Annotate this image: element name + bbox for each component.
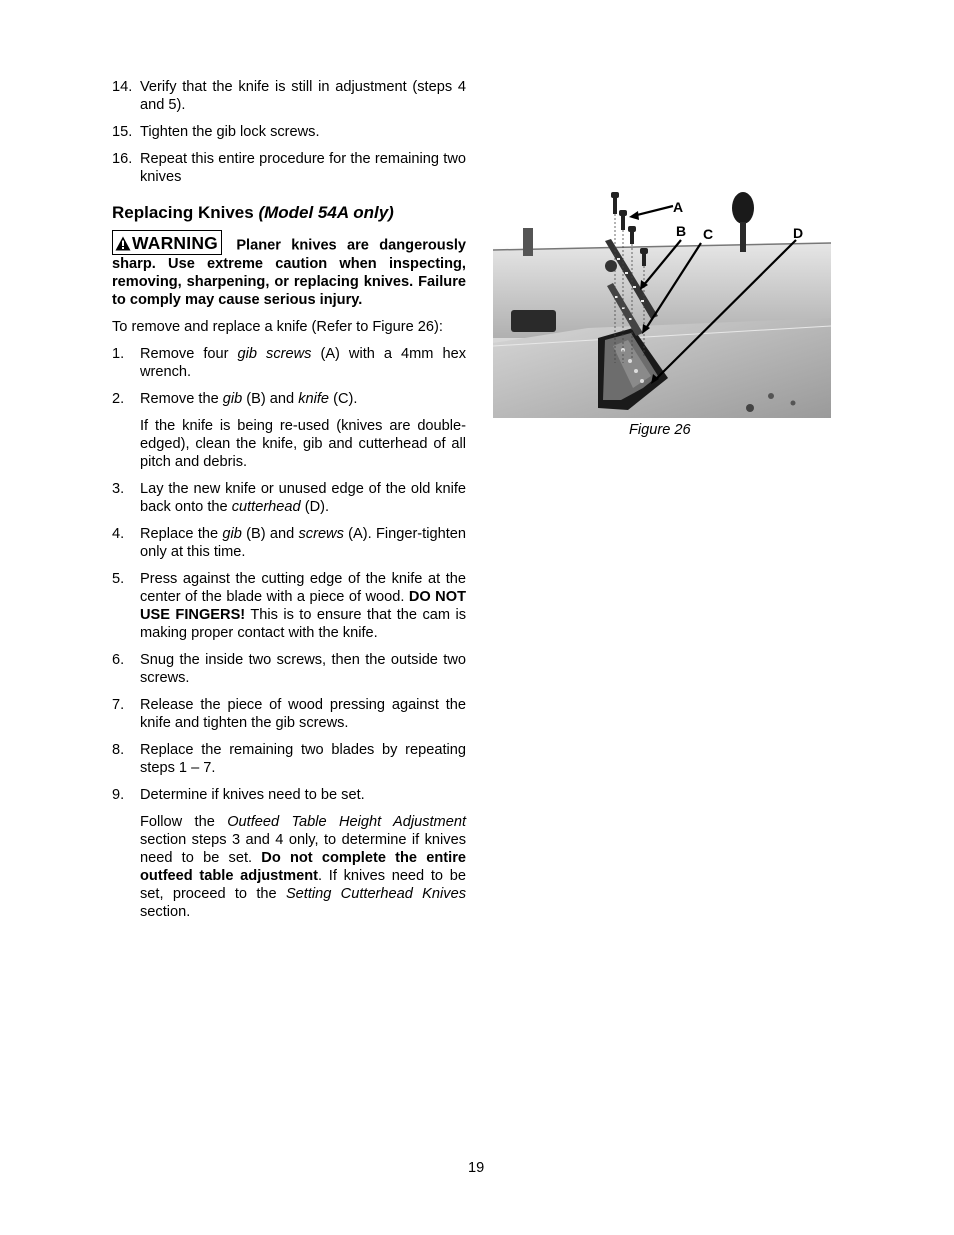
page-number: 19 [468,1160,485,1176]
step-text: Release the piece of wood pressing against the knife and tighten the gib screws. [140,697,466,731]
step-text: Replace the remaining two blades by repeating steps 1 – 7. [140,742,466,776]
step-2-note: If the knife is being re-used (knives are double-edged), clean the knife, gib and cutterhead of all pitch and debris. [140,418,466,470]
note-text: . If knives need to be set, proceed to the [140,868,466,902]
label-d: D [793,225,804,241]
step-1 [112,345,466,381]
section-heading [112,202,466,224]
step-number: 7. [112,697,125,713]
step-term: cutterhead [231,499,301,515]
fence-post [523,228,533,256]
step-text: Verify that the knife is still in adjustment (steps 4 and 5). [140,79,466,113]
step-number: 16. [112,151,133,167]
step-text: (D). [300,499,330,515]
step-text: Snug the inside two screws, then the outside two screws. [140,652,466,686]
step-number: 14. [112,79,133,95]
figure-26-photo [493,188,831,418]
step-14 [112,78,466,114]
step-text: (C). [329,391,358,407]
step-text: (B) and [242,391,299,407]
step-5 [112,570,466,642]
warning-badge-label: WARNING [132,233,218,253]
label-a: A [673,199,684,215]
note-emphasis: Do not complete the entire outfeed table adjustment [140,850,466,884]
step-number: 2. [112,391,125,407]
step-number: 15. [112,124,133,140]
step-emphasis: DO NOT USE FINGERS! [140,589,466,623]
step-term: screws [298,526,344,542]
note-text: section. [140,904,191,920]
step-text: (A) with a 4mm hex wrench. [140,346,466,380]
step-text: (B) and [241,526,299,542]
warning-badge [112,230,222,255]
note-text: section steps 3 and 4 only, to determine if knives need to be set. [140,832,466,866]
step-16 [112,150,466,186]
step-term: gib [222,526,242,542]
step-9 [112,786,466,804]
step-number: 1. [112,346,125,362]
step-8 [112,741,466,777]
note-text: Follow the [140,814,228,830]
step-text: Tighten the gib lock screws. [140,124,320,140]
step-text: Remove four [140,346,238,362]
step-3 [112,480,466,516]
step-9-note [140,813,466,921]
left-column [112,78,466,930]
heading-model: (Model 54A only) [258,203,394,222]
note-reference: Outfeed Table Height Adjustment [227,814,466,830]
heading-main: Replacing Knives [112,203,259,222]
fence-knob [605,260,617,272]
step-term: knife [298,391,330,407]
step-term: gib [222,391,243,407]
step-term: gib screws [237,346,312,362]
note-reference: Setting Cutterhead Knives [285,886,466,902]
step-text: Remove the [140,391,223,407]
handle-knob [732,192,754,224]
step-number: 5. [112,571,125,587]
label-b: B [676,223,687,239]
step-number: 9. [112,787,125,803]
step-number: 8. [112,742,125,758]
step-6 [112,651,466,687]
intro-text: To remove and replace a knife (Refer to Figure 26): [112,319,443,335]
step-text: This is to ensure that the cam is making proper contact with the knife. [140,607,466,641]
figure-caption: Figure 26 [629,422,691,438]
warning-text: Planer knives are dangerously sharp. Use extreme caution when inspecting, removing, sharpening, or replacing knives. Failure to comply may cause serious injury. [112,237,466,308]
warning-notice [112,230,466,309]
step-number: 3. [112,481,125,497]
step-15 [112,123,466,141]
step-text: Replace the [140,526,223,542]
step-text: Lay the new knife or unused edge of the old knife back onto the [140,481,466,515]
step-7 [112,696,466,732]
warning-triangle-icon [115,236,131,251]
step-text: Repeat this entire procedure for the remaining two knives [140,151,466,185]
fence-slot [511,310,556,332]
step-text: (A). Finger-tighten only at this time. [140,526,466,560]
step-4 [112,525,466,561]
step-number: 6. [112,652,125,668]
label-c: C [703,226,714,242]
step-2 [112,390,466,408]
step-text: Press against the cutting edge of the knife at the center of the blade with a piece of wood. [140,571,466,605]
step-number: 4. [112,526,125,542]
step-text: Determine if knives need to be set. [140,787,365,803]
